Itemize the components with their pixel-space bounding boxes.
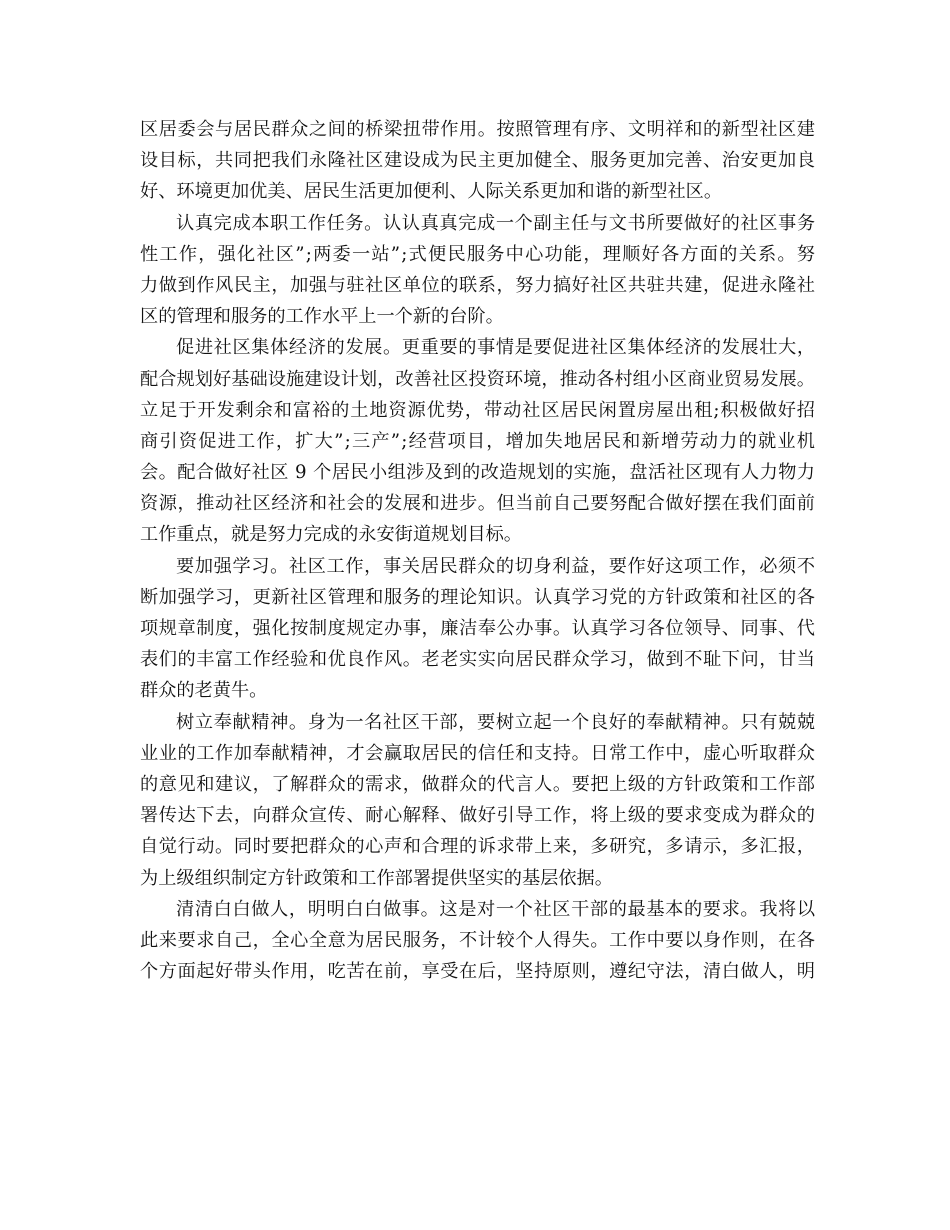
text-line: 群众的老黄牛。 (140, 680, 268, 702)
text-line: 个方面起好带头作用，吃苦在前，享受在后，坚持原则，遵纪守法，清白做人，明 (140, 961, 816, 983)
text-line: 会。配合做好社区 9 个居民小组涉及到的改造规划的实施，盘活社区现有人力物力 (140, 462, 816, 484)
text-line: 商引资促进工作，扩大”;三产”;经营项目，增加失地居民和新增劳动力的就业机 (140, 430, 817, 452)
text-line: 署传达下去，向群众宣传、耐心解释、做好引导工作，将上级的要求变成为群众的 (140, 805, 816, 827)
text-line: 断加强学习，更新社区管理和服务的理论知识。认真学习党的方针政策和社区的各 (140, 586, 816, 608)
text-line: 要加强学习。社区工作，事关居民群众的切身利益，要作好这项工作，必须不 (176, 555, 816, 577)
text-line: 力做到作风民主，加强与驻社区单位的联系，努力搞好社区共驻共建，促进永隆社 (140, 274, 816, 296)
text-line: 为上级组织制定方针政策和工作部署提供坚实的基层依据。 (140, 867, 613, 889)
text-line: 的意见和建议，了解群众的需求，做群众的代言人。要把上级的方针政策和工作部 (140, 773, 816, 795)
text-line: 性工作，强化社区”;两委一站”;式便民服务中心功能，理顺好各方面的关系。努 (140, 243, 817, 265)
text-line: 此来要求自己，全心全意为居民服务，不计较个人得失。工作中要以身作则，在各 (140, 929, 816, 951)
text-line: 设目标，共同把我们永隆社区建设成为民主更加健全、服务更加完善、治安更加良 (140, 150, 816, 172)
text-line: 项规章制度，强化按制度规定办事，廉洁奉公办事。认真学习各位领导、同事、代 (140, 618, 816, 639)
text-line: 认真完成本职工作任务。认认真真完成一个副主任与文书所要做好的社区事务 (176, 212, 816, 234)
body-text (140, 114, 815, 987)
text-line: 工作重点，就是努力完成的永安街道规划目标。 (140, 524, 522, 546)
text-line: 区的管理和服务的工作水平上一个新的台阶。 (140, 306, 504, 328)
text-line: 自觉行动。同时要把群众的心声和合理的诉求带上来，多研究，多请示，多汇报， (140, 836, 816, 858)
text-line: 业业的工作加奉献精神，才会赢取居民的信任和支持。日常工作中，虚心听取群众 (140, 742, 816, 764)
text-line: 资源，推动社区经济和社会的发展和进步。但当前自己要努配合做好摆在我们面前 (140, 493, 816, 515)
text-line: 清清白白做人，明明白白做事。这是对一个社区干部的最基本的要求。我将以 (176, 898, 816, 920)
text-line: 配合规划好基础设施建设计划，改善社区投资环境，推动各村组小区商业贸易发展。 (140, 368, 816, 390)
text-line: 树立奉献精神。身为一名社区干部，要树立起一个良好的奉献精神。只有兢兢 (176, 711, 816, 733)
text-line: 促进社区集体经济的发展。更重要的事情是要促进社区集体经济的发展壮大， (176, 337, 816, 359)
text-line: 区居委会与居民群众之间的桥梁扭带作用。按照管理有序、文明祥和的新型社区建 (140, 119, 816, 140)
text-line: 好、环境更加优美、居民生活更加便利、人际关系更加和谐的新型社区。 (140, 181, 723, 203)
text-line: 立足于开发剩余和富裕的土地资源优势，带动社区居民闲置房屋出租;积极做好招 (140, 399, 816, 421)
text-line: 表们的丰富工作经验和优良作风。老老实实向居民群众学习，做到不耻下问，甘当 (140, 649, 816, 671)
